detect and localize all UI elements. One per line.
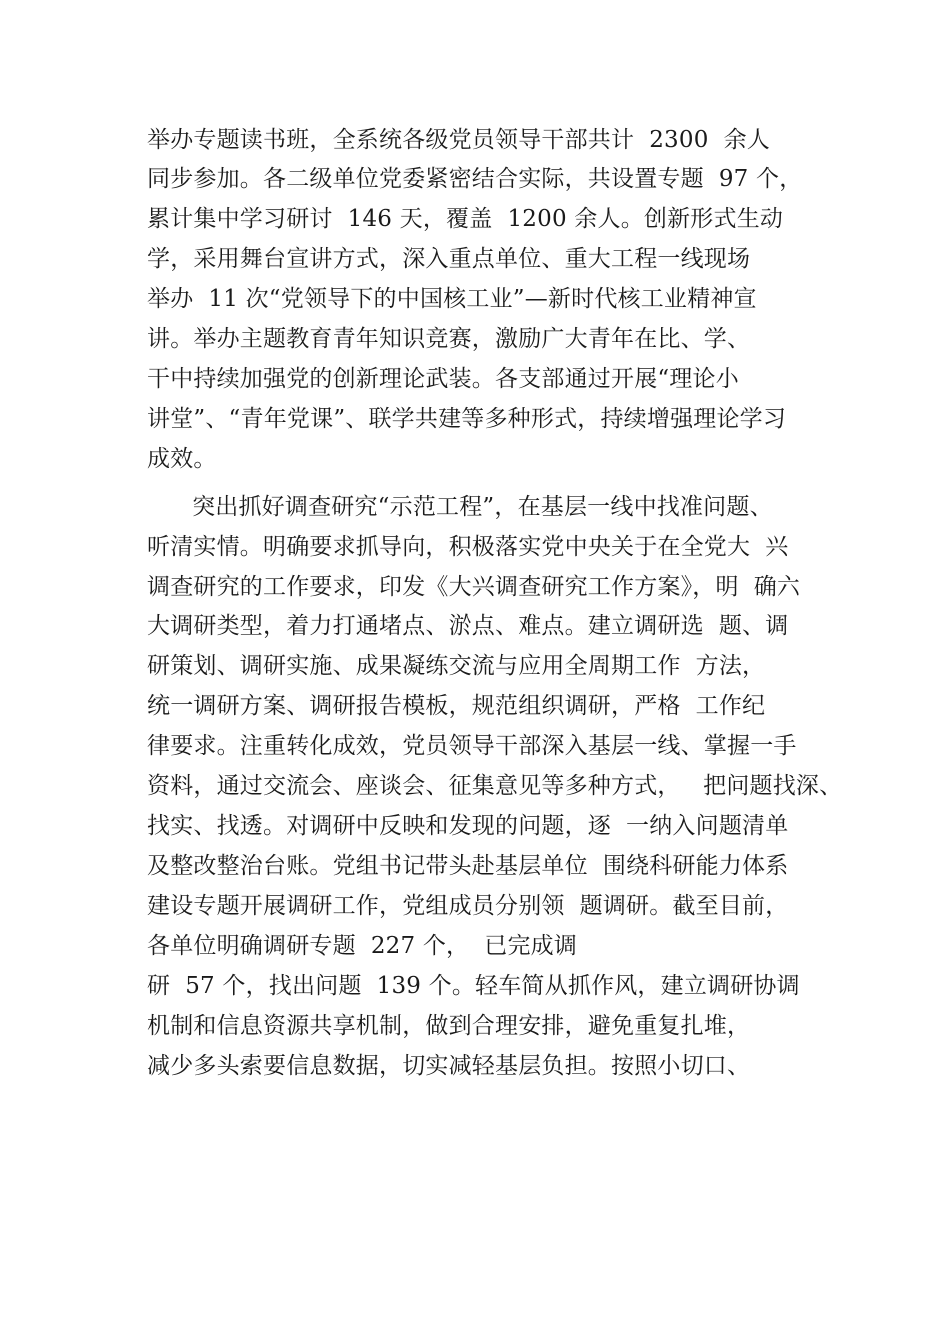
text-line: 减少多头索要信息数据，切实减轻基层负担。按照小切口、 bbox=[147, 1053, 751, 1079]
text-line: 研 57 个，找出问题 139 个。轻车简从抓作风，建立调研协调 bbox=[147, 973, 800, 999]
text-line: 举办 11 次“党领导下的中国核工业”—新时代核工业精神宣 bbox=[147, 286, 757, 312]
text-line: 各单位明确调研专题 227 个， 已完成调 bbox=[147, 933, 578, 959]
text-line: 调查研究的工作要求，印发《大兴调查研究工作方案》，明 确六 bbox=[147, 574, 801, 600]
text-line: 干中持续加强党的创新理论武装。各支部通过开展“理论小 bbox=[147, 366, 739, 392]
text-line: 举办专题读书班，全系统各级党员领导干部共计 2300 余人 bbox=[147, 127, 770, 153]
text-line: 找实、找透。对调研中反映和发现的问题，逐 一纳入问题清单 bbox=[147, 813, 789, 839]
text-line: 同步参加。各二级单位党委紧密结合实际，共设置专题 97 个， bbox=[147, 166, 803, 192]
text-line: 研策划、调研实施、成果凝练交流与应用全周期工作 方法， bbox=[147, 653, 766, 679]
text-line: 资料，通过交流会、座谈会、征集意见等多种方式， 把问题找深、 bbox=[147, 773, 843, 799]
text-line: 建设专题开展调研工作，党组成员分别领 题调研。截至目前， bbox=[147, 893, 789, 919]
text-line: 听清实情。明确要求抓导向，积极落实党中央关于在全党大 兴 bbox=[147, 534, 789, 560]
text-line: 及整改整治台账。党组书记带头赴基层单位 围绕科研能力体系 bbox=[147, 853, 789, 879]
text-line: 律要求。注重转化成效，党员领导干部深入基层一线、掌握一手 bbox=[147, 733, 797, 759]
text-line: 机制和信息资源共享机制，做到合理安排，避免重复扎堆， bbox=[147, 1013, 751, 1039]
text-line: 讲。举办主题教育青年知识竞赛，激励广大青年在比、学、 bbox=[147, 326, 751, 352]
text-line: 统一调研方案、调研报告模板，规范组织调研，严格 工作纪 bbox=[147, 693, 766, 719]
paragraph-start-line: 突出抓好调查研究“示范工程”，在基层一线中找准问题、 bbox=[147, 494, 773, 520]
text-line: 讲堂”、“青年党课”、联学共建等多种形式，持续增强理论学习 bbox=[147, 406, 787, 432]
text-line: 大调研类型，着力打通堵点、淤点、难点。建立调研选 题、调 bbox=[147, 613, 789, 639]
text-line: 累计集中学习研讨 146 天，覆盖 1200 余人。创新形式生动 bbox=[147, 206, 784, 232]
text-line: 学，采用舞台宣讲方式，深入重点单位、重大工程一线现场 bbox=[147, 246, 751, 272]
text-line: 成效。 bbox=[147, 446, 217, 472]
